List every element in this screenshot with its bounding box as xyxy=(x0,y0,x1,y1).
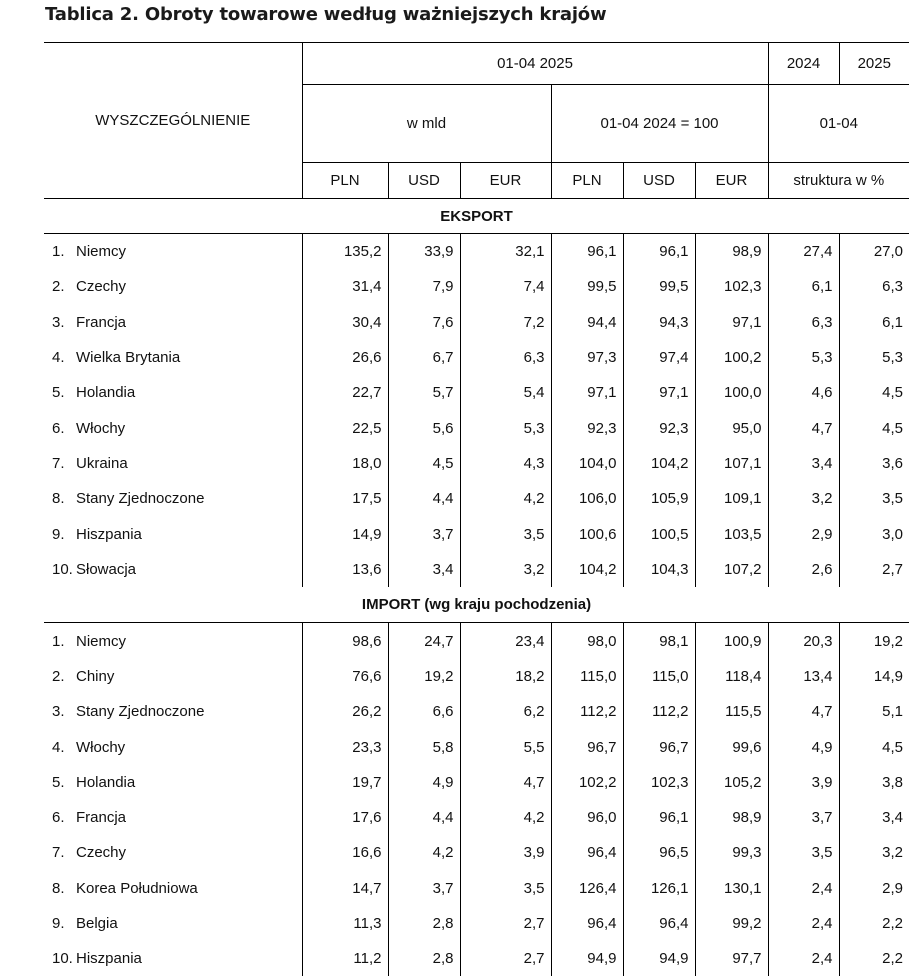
value-cell: 7,6 xyxy=(388,305,460,340)
value-cell: 2,4 xyxy=(768,871,839,906)
value-cell: 102,3 xyxy=(695,269,768,304)
value-cell: 7,9 xyxy=(388,269,460,304)
value-cell: 2,7 xyxy=(839,552,909,587)
country-name: Belgia xyxy=(76,914,118,932)
value-cell: 4,2 xyxy=(388,835,460,870)
value-cell: 6,3 xyxy=(768,305,839,340)
value-cell: 2,4 xyxy=(768,941,839,976)
value-cell: 97,3 xyxy=(551,340,623,375)
value-cell: 2,2 xyxy=(839,941,909,976)
value-cell: 6,1 xyxy=(839,305,909,340)
country-name: Czechy xyxy=(76,844,127,862)
country-cell xyxy=(44,623,302,659)
value-cell: 103,5 xyxy=(695,516,768,551)
value-cell: 105,9 xyxy=(623,481,695,516)
value-cell: 14,9 xyxy=(302,516,388,551)
value-cell: 4,2 xyxy=(460,800,551,835)
country-name: Holandia xyxy=(76,384,136,402)
value-cell: 6,6 xyxy=(388,694,460,729)
country-name: Holandia xyxy=(76,773,136,791)
value-cell: 130,1 xyxy=(695,871,768,906)
value-cell: 5,5 xyxy=(460,729,551,764)
value-cell: 100,9 xyxy=(695,623,768,659)
value-cell: 18,2 xyxy=(460,659,551,694)
rank: 7. xyxy=(52,454,65,472)
value-cell: 2,9 xyxy=(839,871,909,906)
value-cell: 26,6 xyxy=(302,340,388,375)
table-row xyxy=(44,871,909,906)
country-cell xyxy=(44,694,302,729)
col-pln: PLN xyxy=(302,163,388,199)
value-cell: 94,3 xyxy=(623,305,695,340)
value-cell: 2,4 xyxy=(768,906,839,941)
value-cell: 11,3 xyxy=(302,906,388,941)
value-cell: 98,9 xyxy=(695,800,768,835)
value-cell: 112,2 xyxy=(623,694,695,729)
value-cell: 94,9 xyxy=(623,941,695,976)
table-row xyxy=(44,800,909,835)
value-cell: 2,8 xyxy=(388,941,460,976)
value-cell: 115,0 xyxy=(551,659,623,694)
value-cell: 6,3 xyxy=(839,269,909,304)
table-title: Tablica 2. Obroty towarowe według ważniejszych krajów xyxy=(45,4,607,25)
value-cell: 100,2 xyxy=(695,340,768,375)
rank: 3. xyxy=(52,703,65,721)
value-cell: 2,6 xyxy=(768,552,839,587)
value-cell: 3,7 xyxy=(388,871,460,906)
value-cell: 4,9 xyxy=(388,765,460,800)
country-name: Stany Zjednoczone xyxy=(76,490,205,508)
value-cell: 4,5 xyxy=(839,729,909,764)
value-cell: 2,7 xyxy=(460,941,551,976)
country-cell xyxy=(44,765,302,800)
col-struktura: struktura w % xyxy=(768,163,909,199)
value-cell: 4,2 xyxy=(460,481,551,516)
table-row xyxy=(44,835,909,870)
value-cell: 2,8 xyxy=(388,906,460,941)
value-cell: 104,2 xyxy=(551,552,623,587)
value-cell: 4,5 xyxy=(388,446,460,481)
country-name: Korea Południowa xyxy=(76,879,198,897)
value-cell: 32,1 xyxy=(460,234,551,270)
value-cell: 4,7 xyxy=(460,765,551,800)
country-name: Włochy xyxy=(76,419,126,437)
country-cell xyxy=(44,305,302,340)
country-cell xyxy=(44,729,302,764)
table-row xyxy=(44,481,909,516)
rank: 5. xyxy=(52,384,65,402)
value-cell: 96,5 xyxy=(623,835,695,870)
value-cell: 4,3 xyxy=(460,446,551,481)
country-name: Czechy xyxy=(76,278,127,296)
rank: 9. xyxy=(52,525,65,543)
country-cell xyxy=(44,516,302,551)
country-name: Niemcy xyxy=(76,243,127,261)
value-cell: 126,4 xyxy=(551,871,623,906)
table-row xyxy=(44,729,909,764)
rank: 10. xyxy=(52,950,73,968)
rank: 3. xyxy=(52,313,65,331)
rank: 4. xyxy=(52,738,65,756)
value-cell: 92,3 xyxy=(623,410,695,445)
value-cell: 5,6 xyxy=(388,410,460,445)
value-cell: 3,2 xyxy=(768,481,839,516)
value-cell: 100,5 xyxy=(623,516,695,551)
w-mld-header: w mld xyxy=(302,85,551,163)
country-cell xyxy=(44,340,302,375)
value-cell: 98,9 xyxy=(695,234,768,270)
value-cell: 3,4 xyxy=(388,552,460,587)
value-cell: 96,4 xyxy=(551,835,623,870)
value-cell: 96,4 xyxy=(551,906,623,941)
value-cell: 99,6 xyxy=(695,729,768,764)
value-cell: 97,1 xyxy=(695,305,768,340)
value-cell: 14,9 xyxy=(839,659,909,694)
value-cell: 3,5 xyxy=(768,835,839,870)
period-header: 01-04 2025 xyxy=(302,43,768,85)
country-cell xyxy=(44,269,302,304)
value-cell: 104,2 xyxy=(623,446,695,481)
table-row xyxy=(44,516,909,551)
value-cell: 100,6 xyxy=(551,516,623,551)
export-section xyxy=(44,199,909,587)
value-cell: 115,5 xyxy=(695,694,768,729)
table-row xyxy=(44,941,909,976)
value-cell: 13,6 xyxy=(302,552,388,587)
value-cell: 3,5 xyxy=(460,516,551,551)
table-row xyxy=(44,269,909,304)
country-cell xyxy=(44,835,302,870)
value-cell: 17,5 xyxy=(302,481,388,516)
col-usd-index: USD xyxy=(623,163,695,199)
value-cell: 18,0 xyxy=(302,446,388,481)
value-cell: 94,4 xyxy=(551,305,623,340)
value-cell: 3,4 xyxy=(839,800,909,835)
value-cell: 7,4 xyxy=(460,269,551,304)
value-cell: 105,2 xyxy=(695,765,768,800)
value-cell: 6,1 xyxy=(768,269,839,304)
period-short-header: 01-04 xyxy=(768,85,909,163)
value-cell: 102,2 xyxy=(551,765,623,800)
value-cell: 2,9 xyxy=(768,516,839,551)
value-cell: 31,4 xyxy=(302,269,388,304)
value-cell: 3,5 xyxy=(460,871,551,906)
value-cell: 109,1 xyxy=(695,481,768,516)
country-name: Hiszpania xyxy=(76,950,142,968)
value-cell: 5,1 xyxy=(839,694,909,729)
country-name: Francja xyxy=(76,809,127,827)
table-row xyxy=(44,552,909,587)
year-2025-header: 2025 xyxy=(839,43,909,85)
value-cell: 5,7 xyxy=(388,375,460,410)
value-cell: 13,4 xyxy=(768,659,839,694)
value-cell: 3,5 xyxy=(839,481,909,516)
value-cell: 19,7 xyxy=(302,765,388,800)
rank: 6. xyxy=(52,419,65,437)
value-cell: 99,2 xyxy=(695,906,768,941)
value-cell: 30,4 xyxy=(302,305,388,340)
table-row xyxy=(44,305,909,340)
rank: 2. xyxy=(52,667,65,685)
table-row xyxy=(44,694,909,729)
value-cell: 96,1 xyxy=(551,234,623,270)
value-cell: 98,6 xyxy=(302,623,388,659)
country-cell xyxy=(44,800,302,835)
table-row xyxy=(44,446,909,481)
export-heading: EKSPORT xyxy=(44,199,909,234)
table-row xyxy=(44,234,909,270)
value-cell: 3,0 xyxy=(839,516,909,551)
col-eur-index: EUR xyxy=(695,163,768,199)
value-cell: 98,0 xyxy=(551,623,623,659)
value-cell: 95,0 xyxy=(695,410,768,445)
country-cell xyxy=(44,941,302,976)
table-row xyxy=(44,375,909,410)
value-cell: 16,6 xyxy=(302,835,388,870)
value-cell: 97,4 xyxy=(623,340,695,375)
value-cell: 33,9 xyxy=(388,234,460,270)
value-cell: 19,2 xyxy=(839,623,909,659)
table-row xyxy=(44,340,909,375)
col-usd: USD xyxy=(388,163,460,199)
value-cell: 104,0 xyxy=(551,446,623,481)
rank: 5. xyxy=(52,773,65,791)
value-cell: 22,5 xyxy=(302,410,388,445)
country-name: Francja xyxy=(76,313,127,331)
value-cell: 97,1 xyxy=(623,375,695,410)
value-cell: 5,3 xyxy=(460,410,551,445)
value-cell: 92,3 xyxy=(551,410,623,445)
value-cell: 94,9 xyxy=(551,941,623,976)
value-cell: 99,3 xyxy=(695,835,768,870)
value-cell: 27,4 xyxy=(768,234,839,270)
country-cell xyxy=(44,375,302,410)
column-label: WYSZCZEGÓLNIENIE xyxy=(44,43,302,199)
value-cell: 4,5 xyxy=(839,410,909,445)
table-row xyxy=(44,410,909,445)
value-cell: 3,2 xyxy=(839,835,909,870)
col-pln-index: PLN xyxy=(551,163,623,199)
value-cell: 22,7 xyxy=(302,375,388,410)
value-cell: 3,4 xyxy=(768,446,839,481)
value-cell: 27,0 xyxy=(839,234,909,270)
rank: 7. xyxy=(52,844,65,862)
rank: 2. xyxy=(52,278,65,296)
value-cell: 5,3 xyxy=(768,340,839,375)
value-cell: 6,7 xyxy=(388,340,460,375)
value-cell: 6,3 xyxy=(460,340,551,375)
country-name: Chiny xyxy=(76,667,115,685)
country-cell xyxy=(44,659,302,694)
value-cell: 100,0 xyxy=(695,375,768,410)
value-cell: 6,2 xyxy=(460,694,551,729)
country-name: Ukraina xyxy=(76,454,128,472)
rank: 9. xyxy=(52,914,65,932)
table-row xyxy=(44,906,909,941)
value-cell: 3,6 xyxy=(839,446,909,481)
value-cell: 26,2 xyxy=(302,694,388,729)
index-header: 01-04 2024 = 100 xyxy=(551,85,768,163)
value-cell: 126,1 xyxy=(623,871,695,906)
rank: 6. xyxy=(52,809,65,827)
country-name: Hiszpania xyxy=(76,525,142,543)
value-cell: 7,2 xyxy=(460,305,551,340)
value-cell: 112,2 xyxy=(551,694,623,729)
value-cell: 96,7 xyxy=(623,729,695,764)
value-cell: 96,0 xyxy=(551,800,623,835)
rank: 1. xyxy=(52,243,65,261)
value-cell: 19,2 xyxy=(388,659,460,694)
value-cell: 118,4 xyxy=(695,659,768,694)
value-cell: 96,7 xyxy=(551,729,623,764)
country-name: Niemcy xyxy=(76,632,127,650)
table-row xyxy=(44,623,909,659)
value-cell: 4,5 xyxy=(839,375,909,410)
value-cell: 5,3 xyxy=(839,340,909,375)
country-name: Włochy xyxy=(76,738,126,756)
value-cell: 96,1 xyxy=(623,234,695,270)
value-cell: 5,8 xyxy=(388,729,460,764)
country-cell xyxy=(44,552,302,587)
country-cell xyxy=(44,446,302,481)
country-cell xyxy=(44,410,302,445)
value-cell: 23,3 xyxy=(302,729,388,764)
country-name: Stany Zjednoczone xyxy=(76,703,205,721)
rank: 1. xyxy=(52,632,65,650)
value-cell: 98,1 xyxy=(623,623,695,659)
value-cell: 2,2 xyxy=(839,906,909,941)
value-cell: 107,2 xyxy=(695,552,768,587)
value-cell: 102,3 xyxy=(623,765,695,800)
rank: 4. xyxy=(52,349,65,367)
country-name: Słowacja xyxy=(76,560,137,578)
value-cell: 97,1 xyxy=(551,375,623,410)
value-cell: 96,4 xyxy=(623,906,695,941)
value-cell: 3,2 xyxy=(460,552,551,587)
trade-table xyxy=(44,42,909,976)
value-cell: 24,7 xyxy=(388,623,460,659)
rank: 10. xyxy=(52,560,73,578)
value-cell: 17,6 xyxy=(302,800,388,835)
value-cell: 104,3 xyxy=(623,552,695,587)
import-section xyxy=(44,587,909,976)
col-eur: EUR xyxy=(460,163,551,199)
table-header xyxy=(44,43,909,199)
value-cell: 11,2 xyxy=(302,941,388,976)
rank: 8. xyxy=(52,879,65,897)
table-row xyxy=(44,659,909,694)
value-cell: 4,4 xyxy=(388,800,460,835)
rank: 8. xyxy=(52,490,65,508)
import-heading: IMPORT (wg kraju pochodzenia) xyxy=(44,587,909,623)
value-cell: 4,4 xyxy=(388,481,460,516)
year-2024-header: 2024 xyxy=(768,43,839,85)
value-cell: 4,6 xyxy=(768,375,839,410)
country-name: Wielka Brytania xyxy=(76,349,181,367)
value-cell: 4,7 xyxy=(768,410,839,445)
value-cell: 115,0 xyxy=(623,659,695,694)
value-cell: 5,4 xyxy=(460,375,551,410)
value-cell: 99,5 xyxy=(623,269,695,304)
value-cell: 2,7 xyxy=(460,906,551,941)
country-cell xyxy=(44,906,302,941)
value-cell: 3,7 xyxy=(388,516,460,551)
value-cell: 97,7 xyxy=(695,941,768,976)
value-cell: 99,5 xyxy=(551,269,623,304)
value-cell: 4,9 xyxy=(768,729,839,764)
value-cell: 107,1 xyxy=(695,446,768,481)
value-cell: 3,9 xyxy=(460,835,551,870)
value-cell: 14,7 xyxy=(302,871,388,906)
value-cell: 4,7 xyxy=(768,694,839,729)
country-cell xyxy=(44,871,302,906)
value-cell: 135,2 xyxy=(302,234,388,270)
table-row xyxy=(44,765,909,800)
country-cell xyxy=(44,234,302,270)
value-cell: 23,4 xyxy=(460,623,551,659)
country-cell xyxy=(44,481,302,516)
value-cell: 3,7 xyxy=(768,800,839,835)
value-cell: 96,1 xyxy=(623,800,695,835)
value-cell: 3,9 xyxy=(768,765,839,800)
value-cell: 3,8 xyxy=(839,765,909,800)
value-cell: 20,3 xyxy=(768,623,839,659)
value-cell: 76,6 xyxy=(302,659,388,694)
value-cell: 106,0 xyxy=(551,481,623,516)
